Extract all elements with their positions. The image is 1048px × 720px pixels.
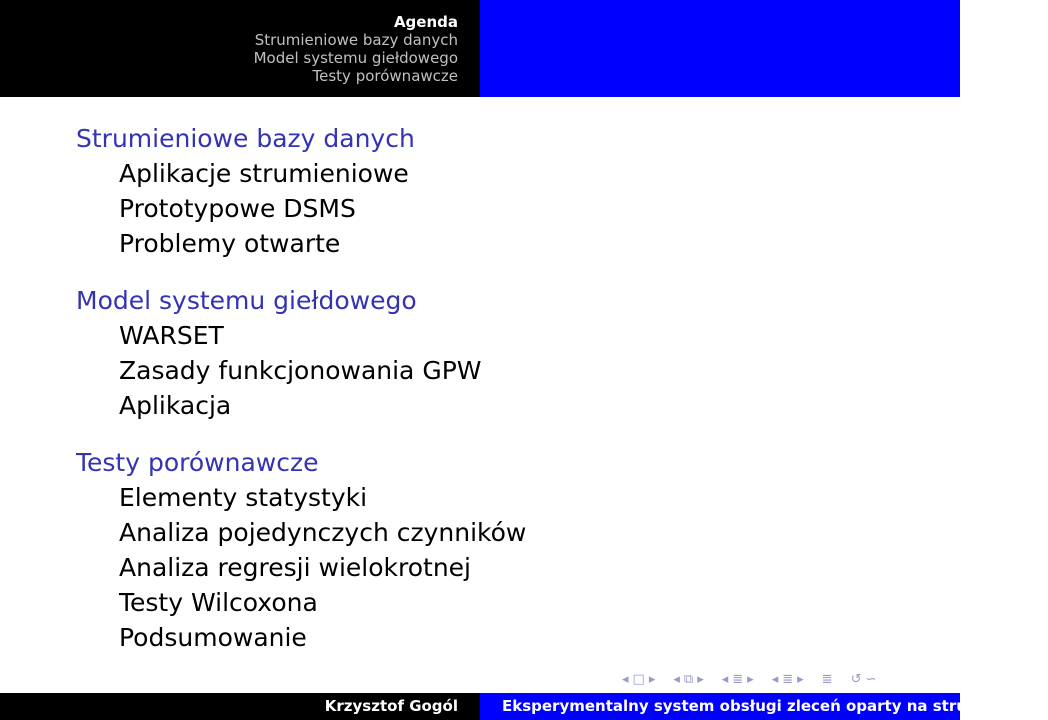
- agenda-outline: [76, 121, 876, 677]
- subsection-item[interactable]: Analiza pojedynczych czynników: [119, 518, 527, 547]
- arrow-right-icon[interactable]: ▸: [797, 671, 804, 687]
- arrow-left-icon[interactable]: ◂: [721, 671, 729, 687]
- beamer-navigation-symbols: [620, 669, 878, 689]
- outline-section: [76, 121, 876, 261]
- subsection-item[interactable]: Analiza regresji wielokrotnej: [119, 553, 471, 582]
- subsection-item[interactable]: Problemy otwarte: [119, 229, 341, 258]
- arrow-right-icon[interactable]: ▸: [747, 671, 754, 687]
- search-icon[interactable]: ↺: [850, 671, 862, 687]
- subsection-list: [76, 318, 876, 423]
- subsection-item[interactable]: Testy Wilcoxona: [119, 588, 318, 617]
- frame-icon[interactable]: □: [632, 671, 645, 687]
- subsection-frames-icon[interactable]: ⧉: [683, 671, 694, 687]
- subsection-list: [76, 156, 876, 261]
- subsection-list: [76, 480, 876, 655]
- section-title[interactable]: Testy porównawcze: [76, 448, 319, 477]
- subsection-item[interactable]: Zasady funkcjonowania GPW: [119, 356, 482, 385]
- subsection-item[interactable]: Elementy statystyki: [119, 483, 368, 512]
- subsection-item[interactable]: Aplikacje strumieniowe: [119, 159, 409, 188]
- subsection-item[interactable]: Podsumowanie: [119, 623, 307, 652]
- footer-title: Eksperymentalny system obsługi zleceń oparty na strumieniowy: [480, 693, 960, 720]
- footer-author: Krzysztof Gogól: [0, 693, 480, 720]
- slide-header: [0, 0, 960, 97]
- arrow-left-icon[interactable]: ◂: [622, 671, 629, 687]
- header-item-benchmarks[interactable]: Testy porównawcze: [312, 66, 458, 85]
- subsection-item[interactable]: Prototypowe DSMS: [119, 194, 356, 223]
- arrow-left-icon[interactable]: ◂: [673, 671, 680, 687]
- outline-section: [76, 445, 876, 655]
- section-title[interactable]: Strumieniowe bazy danych: [76, 124, 415, 153]
- section-title[interactable]: Model systemu giełdowego: [76, 286, 417, 315]
- header-right-panel: [480, 0, 960, 97]
- header-item-exchange-model[interactable]: Model systemu giełdowego: [253, 48, 458, 67]
- header-navigation: [0, 0, 480, 97]
- slide-footer: [0, 693, 1048, 720]
- outline-section: [76, 283, 876, 423]
- appendix-icon[interactable]: ≣: [821, 671, 833, 687]
- section-icon[interactable]: ≣: [782, 671, 794, 687]
- back-forward-icon[interactable]: ∽: [865, 671, 877, 687]
- arrow-right-icon[interactable]: ▸: [648, 671, 656, 687]
- header-item-agenda[interactable]: Agenda: [393, 12, 458, 31]
- subsection-icon[interactable]: ≣: [732, 671, 744, 687]
- header-item-streaming-databases[interactable]: Strumieniowe bazy danych: [254, 30, 458, 49]
- arrow-left-icon[interactable]: ◂: [771, 671, 779, 687]
- arrow-right-icon[interactable]: ▸: [697, 671, 704, 687]
- subsection-item[interactable]: WARSET: [119, 321, 224, 350]
- subsection-item[interactable]: Aplikacja: [119, 391, 232, 420]
